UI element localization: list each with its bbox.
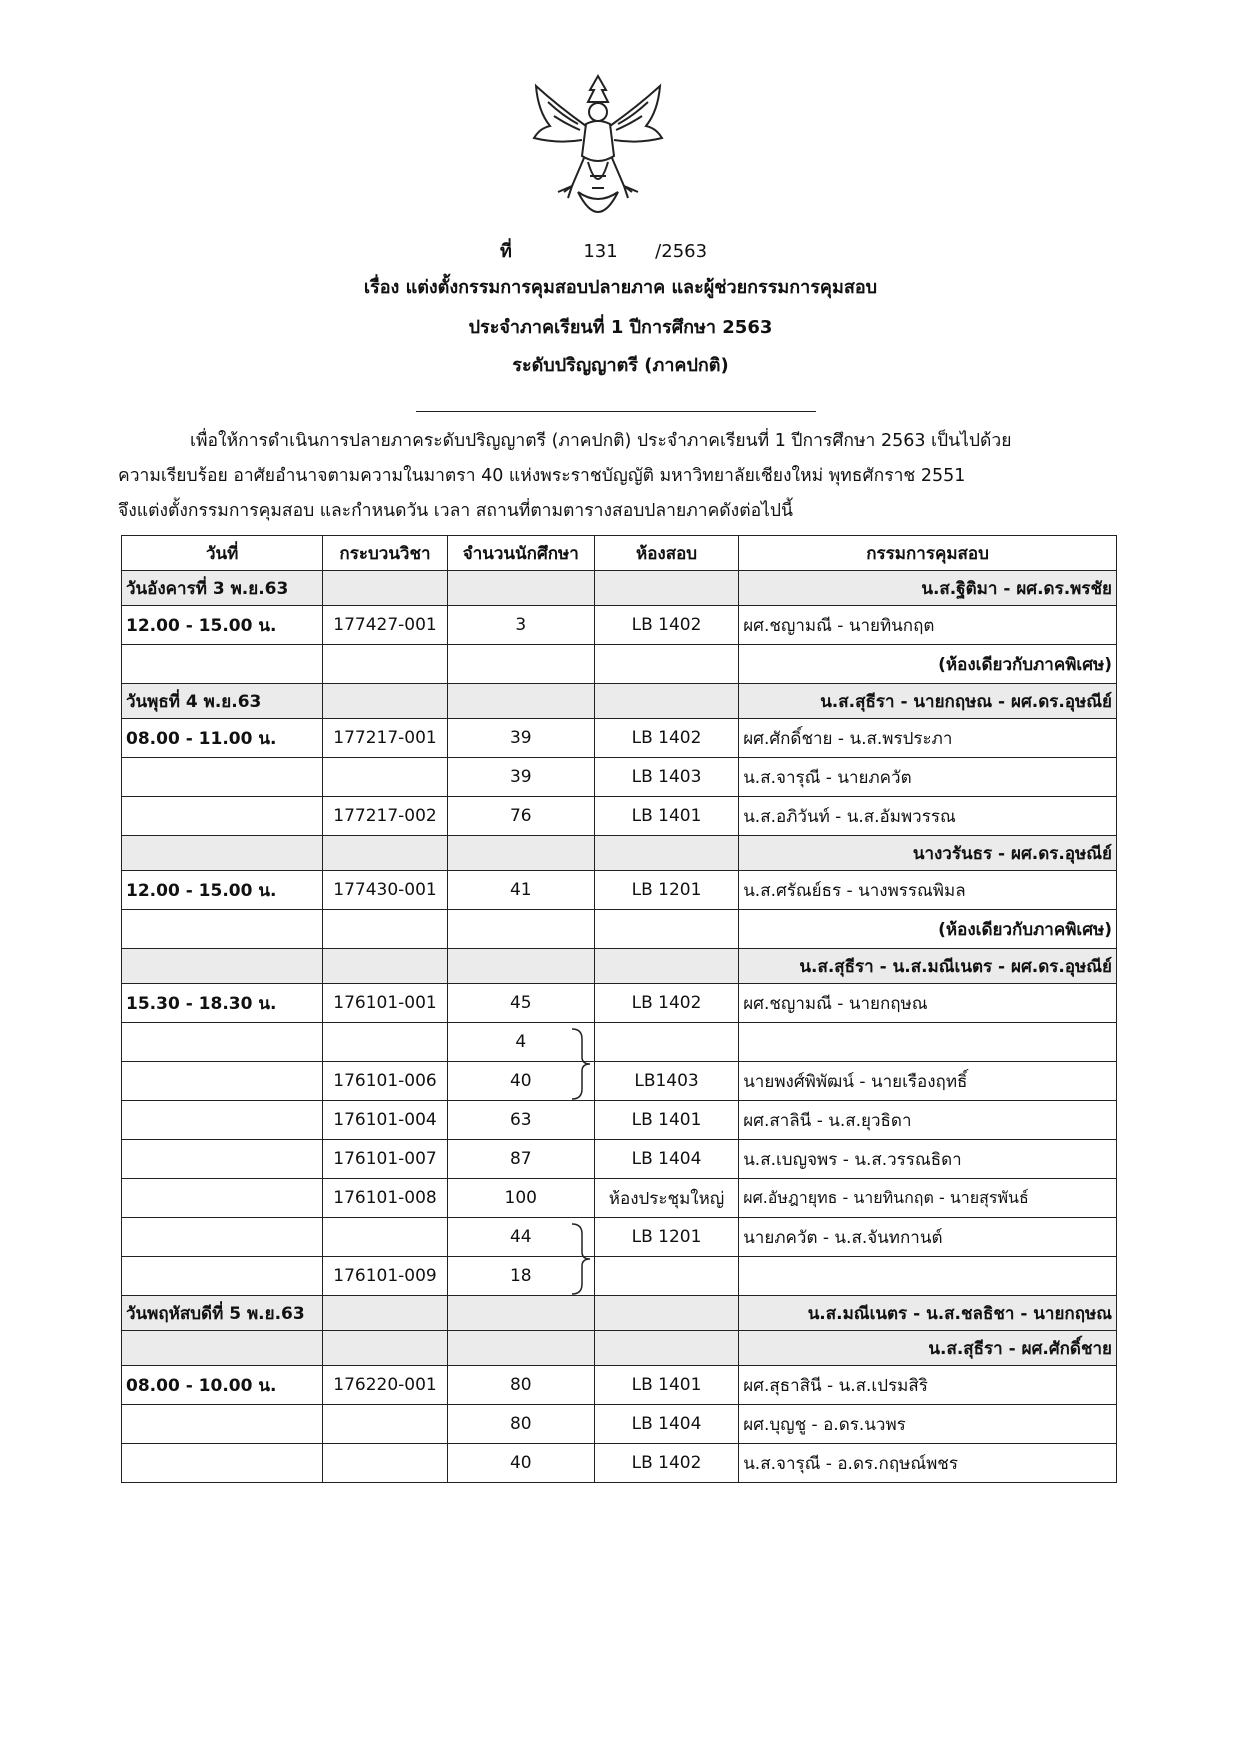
students-value: 44 (509, 1227, 532, 1247)
students-cell: 41 (447, 871, 594, 910)
proctor-cell: น.ส.จารุณี - นายภควัต (739, 758, 1117, 797)
room-cell: LB 1401 (594, 1366, 738, 1405)
note-cell: (ห้องเดียวกับภาคพิเศษ) (739, 910, 1117, 949)
students-cell: 80 (447, 1366, 594, 1405)
subject-line-1: เรื่อง แต่งตั้งกรรมการคุมสอบปลายภาค และผู้ช่วยกรรมการคุมสอบ (363, 277, 878, 298)
table-row (122, 606, 1117, 645)
table-row (122, 1023, 1117, 1062)
garuda-emblem-icon (528, 66, 668, 216)
students-cell: 40 (447, 1444, 594, 1483)
proctor-cell: ผศ.ศักดิ์ชาย - น.ส.พรประภา (739, 719, 1117, 758)
course-cell: 177427-001 (323, 606, 447, 645)
students-cell: 18 (447, 1257, 594, 1296)
table-row (122, 1405, 1117, 1444)
room-cell: LB 1201 (594, 1218, 738, 1257)
room-cell: LB 1401 (594, 797, 738, 836)
room-cell: LB 1404 (594, 1405, 738, 1444)
doc-year: /2563 (655, 241, 708, 262)
course-cell: 176220-001 (323, 1366, 447, 1405)
students-cell: 76 (447, 797, 594, 836)
room-cell: LB 1402 (594, 719, 738, 758)
subject-line-3: ระดับปริญญาตรี (ภาคปกติ) (512, 355, 729, 376)
table-row (122, 571, 1117, 606)
assistant-cell: น.ส.สุธีรา - นายกฤษณ - ผศ.ดร.อุษณีย์ (739, 684, 1117, 719)
note-cell: (ห้องเดียวกับภาคพิเศษ) (739, 645, 1117, 684)
table-row (122, 1296, 1117, 1331)
course-cell: 177430-001 (323, 871, 447, 910)
room-cell: LB 1403 (594, 758, 738, 797)
intro-line-2: ความเรียบร้อย อาศัยอำนาจตามความในมาตรา 40 แห่งพระราชบัญญัติ มหาวิทยาลัยเชียงใหม่ พุทธศักราช 2551 (118, 466, 966, 486)
table-row (122, 684, 1117, 719)
course-cell: 176101-004 (323, 1101, 447, 1140)
doc-number-value: 131 (583, 241, 618, 262)
table-row (122, 910, 1117, 949)
room-cell: LB 1404 (594, 1140, 738, 1179)
assistant-cell: น.ส.มณีเนตร - น.ส.ชลธิชา - นายกฤษณ (739, 1296, 1117, 1331)
right-brace-icon (570, 1222, 592, 1296)
students-cell (447, 1023, 594, 1062)
proctor-cell: นายภควัต - น.ส.จันทกานต์ (739, 1218, 1117, 1257)
table-row (122, 984, 1117, 1023)
students-cell: 100 (447, 1179, 594, 1218)
students-cell: 45 (447, 984, 594, 1023)
room-cell: LB 1402 (594, 1444, 738, 1483)
students-value: 4 (515, 1032, 527, 1052)
table-row (122, 1444, 1117, 1483)
time-cell: 15.30 - 18.30 น. (122, 984, 323, 1023)
students-cell (447, 1218, 594, 1257)
table-row (122, 719, 1117, 758)
room-cell: ห้องประชุมใหญ่ (594, 1179, 738, 1218)
right-brace-icon (570, 1027, 592, 1101)
table-row (122, 949, 1117, 984)
table-row (122, 1331, 1117, 1366)
table-row (122, 1179, 1117, 1218)
document-number (500, 236, 707, 265)
table-row (122, 871, 1117, 910)
date-cell: วันอังคารที่ 3 พ.ย.63 (122, 571, 323, 606)
table-row (122, 1257, 1117, 1296)
room-cell: LB 1401 (594, 1101, 738, 1140)
table-row (122, 1062, 1117, 1101)
proctor-cell: น.ส.อภิวันท์ - น.ส.อัมพวรรณ (739, 797, 1117, 836)
students-cell: 87 (447, 1140, 594, 1179)
assistant-cell: นางวรันธร - ผศ.ดร.อุษณีย์ (739, 836, 1117, 871)
students-cell: 3 (447, 606, 594, 645)
room-cell: LB1403 (594, 1062, 738, 1101)
table-row (122, 1140, 1117, 1179)
students-cell: 40 (447, 1062, 594, 1101)
exam-schedule-table (121, 535, 1117, 1483)
table-row (122, 1366, 1117, 1405)
proctor-cell: ผศ.ชญามณี - นายทินกฤต (739, 606, 1117, 645)
table-row (122, 1101, 1117, 1140)
table-header-row (122, 536, 1117, 571)
course-cell: 176101-001 (323, 984, 447, 1023)
date-cell: วันพฤหัสบดีที่ 5 พ.ย.63 (122, 1296, 323, 1331)
assistant-cell: น.ส.สุธีรา - น.ส.มณีเนตร - ผศ.ดร.อุษณีย์ (739, 949, 1117, 984)
proctor-cell: ผศ.บุญชู - อ.ดร.นวพร (739, 1405, 1117, 1444)
table-row (122, 758, 1117, 797)
proctor-cell: น.ส.ศรัณย์ธร - นางพรรณพิมล (739, 871, 1117, 910)
time-cell: 12.00 - 15.00 น. (122, 606, 323, 645)
header-divider (416, 411, 816, 412)
students-cell: 63 (447, 1101, 594, 1140)
table-row (122, 645, 1117, 684)
course-cell: 176101-008 (323, 1179, 447, 1218)
course-cell: 176101-007 (323, 1140, 447, 1179)
proctor-cell: ผศ.สาลินี - น.ส.ยุวธิดา (739, 1101, 1117, 1140)
table-row (122, 1218, 1117, 1257)
course-cell: 177217-002 (323, 797, 447, 836)
course-cell: 177217-001 (323, 719, 447, 758)
time-cell: 12.00 - 15.00 น. (122, 871, 323, 910)
assistant-cell: น.ส.ฐิติมา - ผศ.ดร.พรชัย (739, 571, 1117, 606)
proctor-cell: ผศ.อัษฎายุทธ - นายทินกฤต - นายสุรพันธ์ (739, 1179, 1117, 1218)
assistant-cell: น.ส.สุธีรา - ผศ.ศักดิ์ชาย (739, 1331, 1117, 1366)
doc-label: ที่ (500, 241, 512, 262)
students-cell: 80 (447, 1405, 594, 1444)
date-cell: วันพุธที่ 4 พ.ย.63 (122, 684, 323, 719)
students-cell: 39 (447, 758, 594, 797)
col-proctor-header: กรรมการคุมสอบ (739, 536, 1117, 571)
intro-text-1: เพื่อให้การดำเนินการปลายภาคระดับปริญญาตรี (ภาคปกติ) ประจำภาคเรียนที่ 1 ปีการศึกษา 2563 เป็นไปด้วย (190, 431, 1012, 451)
subject-line-2: ประจำภาคเรียนที่ 1 ปีการศึกษา 2563 (468, 317, 773, 338)
course-cell: 176101-009 (323, 1257, 447, 1296)
proctor-cell: น.ส.จารุณี - อ.ดร.กฤษณ์พชร (739, 1444, 1117, 1483)
room-cell: LB 1402 (594, 606, 738, 645)
col-room-header: ห้องสอบ (594, 536, 738, 571)
time-cell: 08.00 - 11.00 น. (122, 719, 323, 758)
proctor-cell: ผศ.สุธาสินี - น.ส.เปรมสิริ (739, 1366, 1117, 1405)
room-cell: LB 1201 (594, 871, 738, 910)
proctor-cell: น.ส.เบญจพร - น.ส.วรรณธิดา (739, 1140, 1117, 1179)
proctor-cell: ผศ.ชญามณี - นายกฤษณ (739, 984, 1117, 1023)
students-cell: 39 (447, 719, 594, 758)
table-row (122, 836, 1117, 871)
intro-line-3: จึงแต่งตั้งกรรมการคุมสอบ และกำหนดวัน เวลา สถานที่ตามตารางสอบปลายภาคดังต่อไปนี้ (118, 501, 793, 521)
table-row (122, 797, 1117, 836)
col-date-header: วันที่ (122, 536, 323, 571)
col-students-header: จำนวนนักศึกษา (447, 536, 594, 571)
room-cell: LB 1402 (594, 984, 738, 1023)
col-course-header: กระบวนวิชา (323, 536, 447, 571)
intro-line-1 (118, 424, 1078, 459)
proctor-cell: นายพงศ์พิพัฒน์ - นายเรืองฤทธิ์ (739, 1062, 1117, 1101)
time-cell: 08.00 - 10.00 น. (122, 1366, 323, 1405)
course-cell: 176101-006 (323, 1062, 447, 1101)
